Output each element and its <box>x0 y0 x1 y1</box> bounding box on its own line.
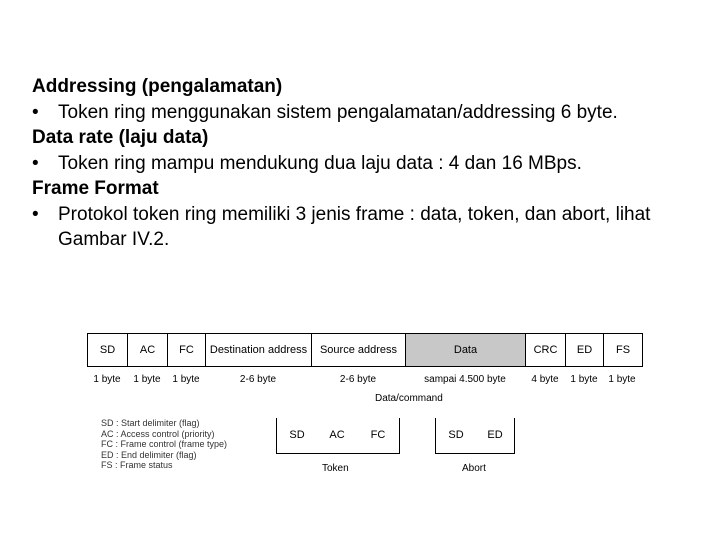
token-field-sd: SD <box>289 429 305 441</box>
field-fc: FC <box>168 334 206 366</box>
legend-item: SD : Start delimiter (flag) <box>101 418 200 428</box>
size-fs: 1 byte <box>608 374 636 385</box>
field-data: Data <box>406 334 526 366</box>
section-heading-addressing: Addressing (pengalamatan) <box>32 76 283 97</box>
abort-frame-diagram <box>435 418 515 454</box>
caption-data-command: Data/command <box>375 393 443 404</box>
caption-token: Token <box>322 463 349 474</box>
section-heading-data-rate: Data rate (laju data) <box>32 127 209 148</box>
field-fs: FS <box>615 343 631 356</box>
bullet-symbol: • <box>32 203 39 225</box>
size-ac: 1 byte <box>133 374 161 385</box>
field-sd: SD <box>88 334 128 366</box>
field-destination-address: Destination address <box>206 334 312 366</box>
size-destination-address: 2-6 byte <box>239 374 277 385</box>
field-ac: AC <box>128 334 168 366</box>
token-field-fc: FC <box>370 429 386 441</box>
field-crc: CRC <box>526 334 566 366</box>
size-sd: 1 byte <box>93 374 121 385</box>
abort-field-sd: SD <box>448 429 464 441</box>
legend-item: FC : Frame control (frame type) <box>101 439 228 450</box>
size-source-address: 2-6 byte <box>339 374 377 385</box>
legend-item: ED : End delimiter (flag) <box>101 449 197 460</box>
token-frame-diagram <box>276 418 400 454</box>
legend-item: AC : Access control (priority) <box>101 428 215 439</box>
size-crc: 4 byte <box>531 374 559 385</box>
data-frame-diagram <box>87 333 643 367</box>
abort-field-ed: ED <box>487 429 503 441</box>
size-ed: 1 byte <box>570 374 598 385</box>
bullet-text-frame-format: Protokol token ring memiliki 3 jenis frame : data, token, dan abort, lihat Gambar IV.2. <box>58 203 651 250</box>
token-field-ac: AC <box>329 429 345 441</box>
field-ed: ED <box>566 334 604 366</box>
size-data: sampai 4.500 byte <box>424 374 506 385</box>
size-fc: 1 byte <box>172 374 200 385</box>
legend-item: FS : Frame status <box>101 460 173 471</box>
caption-abort: Abort <box>462 463 486 474</box>
field-legend <box>101 418 227 471</box>
bullet-symbol: • <box>32 152 39 174</box>
bullet-symbol: • <box>32 101 39 123</box>
section-heading-frame-format: Frame Format <box>32 178 159 199</box>
field-source-address: Source address <box>312 334 406 366</box>
bullet-text-data-rate: Token ring mampu mendukung dua laju data : 4 dan 16 MBps. <box>58 152 582 174</box>
bullet-text-addressing: Token ring menggunakan sistem pengalamatan/addressing 6 byte. <box>58 101 618 123</box>
